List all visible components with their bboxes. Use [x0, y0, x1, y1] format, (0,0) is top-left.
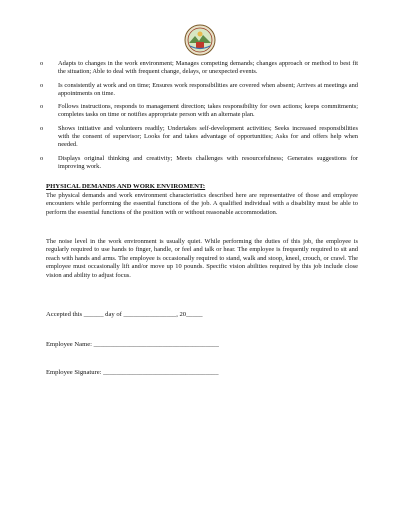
bullet-text: Displays original thinking and creativity; Meets challenges with resourcefulness; Generates suggestions for improving work. [58, 154, 358, 170]
bullet-marker: o [40, 103, 44, 111]
section-heading: PHYSICAL DEMANDS AND WORK ENVIROMENT: [46, 183, 206, 190]
list-item [40, 125, 358, 150]
bullet-marker: o [40, 154, 44, 162]
physical-demands-paragraph: The physical demands and work environment characteristics described here are representative of those and employee encounters while performing the essential functions of the job. A qualified individual with a disability must be able to perform the essential functions of the position with or without reasonable accommodation. [46, 192, 358, 216]
bullet-marker: o [40, 60, 44, 67]
noise-level-paragraph: The noise level in the work environment is usually quiet. While performing the duties of this job, the employee is regularly required to use hands to finger, handle, or feel and talk or hear. The employee is frequently required to sit and reach with hands and arms. The employee is occasionally required to stand, walk and stoop, kneel, crouch, or crawl. The employee must occasionally lift and/or move up 10 pounds. Specific vision abilities required by this job include close vision and ability to adjust focus. [46, 238, 358, 279]
bullet-text: Is consistently at work and on time; Ensures work responsibilities are covered when absent; Arrives at meetings and appointments on time. [58, 81, 358, 97]
employee-signature-line[interactable]: Employee Signature: ___________________________________ [46, 369, 219, 376]
bullet-text: Adapts to changes in the work environment; Manages competing demands; changes approach or method to best fit the situation; Able to deal with frequent change, delays, or unexpected events. [58, 60, 358, 76]
bullet-text: Follows instructions, responds to management direction; takes responsibility for own actions; keeps commitments; completes tasks on time or notifies appropriate person with an alternate plan. [58, 103, 358, 119]
list-item [40, 82, 358, 99]
list-item [40, 60, 358, 77]
list-item [40, 103, 358, 120]
county-seal-icon [184, 24, 216, 56]
bullet-text: Shows initiative and volunteers readily; Undertakes self-development activities; Seeks increased responsibilities with the consent of supervisor; Looks for and takes advantage of opportunities; Asks for and offers help when needed. [58, 124, 358, 149]
bullet-marker: o [40, 124, 44, 132]
accepted-date-line[interactable]: Accepted this ______ day of ________________, 20_____ [46, 311, 203, 318]
list-item [40, 155, 358, 172]
employee-name-line[interactable]: Employee Name: ______________________________________ [46, 341, 219, 348]
competency-list [40, 60, 358, 176]
bullet-marker: o [40, 81, 44, 89]
